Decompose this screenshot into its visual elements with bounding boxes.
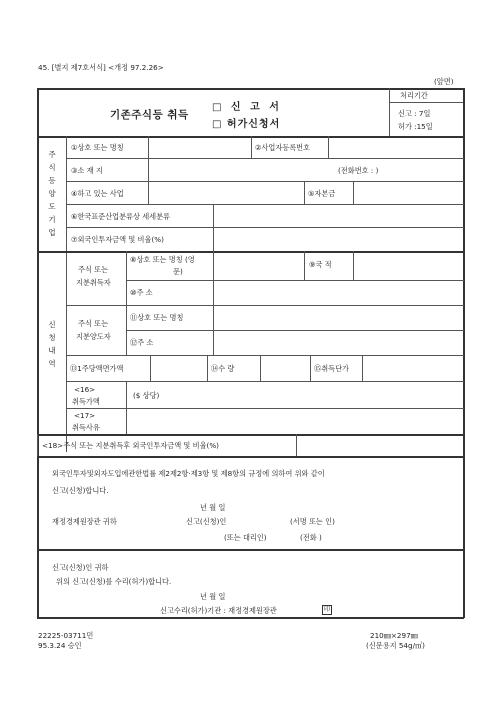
- approval-date: 95.3.24 승인: [38, 641, 82, 650]
- transferor-name-field[interactable]: [214, 306, 462, 329]
- section-label-divider: [66, 136, 67, 452]
- industry-class-label: ⑥한국표준산업분류상 세세분류: [71, 212, 170, 221]
- par-value-field[interactable]: [151, 356, 206, 380]
- business-reg-no-label: ②사업자등록번호: [255, 143, 311, 152]
- unit-price-field[interactable]: [363, 356, 462, 380]
- sign-label[interactable]: (서명 또는 인): [290, 517, 335, 526]
- applicant-label: 신고(신청)인: [186, 517, 227, 526]
- transferor-name-label: ⑪상호 또는 명칭: [130, 313, 184, 322]
- period-label: 처리기간: [400, 91, 428, 100]
- acquirer-name-field[interactable]: [214, 252, 303, 279]
- capital-label: ⑤자본금: [308, 189, 336, 198]
- period-permit: 허가 :15일: [398, 122, 433, 131]
- form-code: 22225-03711민: [38, 631, 94, 640]
- acquisition-price-label-1: <16>: [74, 385, 96, 394]
- transferor-address-label: ⑫주 소: [130, 338, 154, 347]
- company-name-label: ①상호 또는 명칭: [71, 143, 124, 152]
- quantity-field[interactable]: [261, 356, 309, 380]
- frame-left: [37, 88, 39, 618]
- period-divider: [389, 88, 390, 136]
- form-number: 45. [별지 제7호서식] <개정 97.2.26>: [38, 63, 164, 72]
- unit-price-label: ⑮취득단가: [314, 364, 349, 373]
- acceptance-authority: 신고수리(허가)기관 : 재정경제원장관: [160, 606, 277, 615]
- acquisition-reason-label-1: <17>: [74, 411, 96, 420]
- acquisition-price-value[interactable]: ($ 상당): [133, 391, 160, 400]
- option-report[interactable]: □ 신 고 서: [212, 102, 282, 113]
- capital-field[interactable]: [354, 182, 462, 203]
- transferor-label-2: 지분양도자: [76, 332, 111, 341]
- quantity-label: ⑭수 량: [211, 364, 235, 373]
- period-report: 신고 : 7일: [398, 109, 431, 118]
- acceptance-to: 신고(신청)인 귀하: [52, 563, 109, 572]
- declaration-text-1: 외국인투자및외자도입에관한법률 제2제2항·제3항 및 제8항의 규정에 의하여 위와 같이: [52, 469, 325, 478]
- foreign-investment-label: ⑦외국인투자금액 및 비율(%): [71, 235, 164, 244]
- application-section-label: 신 청 내 역: [48, 320, 56, 368]
- period-header-line: [389, 102, 463, 103]
- acquisition-reason-label-2: 취득사유: [72, 423, 100, 432]
- acceptance-date[interactable]: 년 월 일: [200, 592, 226, 601]
- paper-type: (신문용지 54g/㎡): [366, 641, 425, 650]
- acquirer-name-label-2: 문): [173, 267, 183, 276]
- company-name-field[interactable]: [149, 137, 250, 158]
- company-phone-label: (전화번호 : ): [338, 166, 379, 175]
- acquirer-label-1: 주식 또는: [78, 265, 109, 274]
- acquirer-label-2: 지분취득자: [76, 278, 111, 287]
- transferor-label-1: 주식 또는: [78, 319, 109, 328]
- acquisition-reason-field[interactable]: [127, 409, 462, 433]
- company-address-field[interactable]: [149, 159, 334, 180]
- paper-size: 210㎜×297㎜: [370, 631, 418, 640]
- acceptance-text: 위의 신고(신청)를 수리(허가)합니다.: [56, 577, 172, 586]
- acquirer-address-label: ⑩주 소: [130, 288, 153, 297]
- addressee: 재정경제원장관 귀하: [52, 517, 117, 526]
- nationality-label: ⑨국 적: [309, 260, 332, 269]
- frame-bottom: [37, 617, 464, 619]
- par-value-label: ⑬1주당액면가액: [70, 364, 124, 373]
- company-section-label: 주 식 등 양 도 기 업: [48, 150, 56, 237]
- declaration-date[interactable]: 년 월 일: [200, 503, 226, 512]
- industry-class-field[interactable]: [214, 205, 462, 226]
- transferor-address-field[interactable]: [214, 331, 462, 354]
- acquirer-name-label-1: ⑧상호 또는 명칭 (영: [130, 255, 195, 264]
- nationality-field[interactable]: [354, 252, 462, 279]
- ratio-after-label: <18>주식 또는 지분취득후 외국인투자금액 및 비율(%): [42, 441, 219, 450]
- applicant-phone[interactable]: (전화 ): [300, 533, 322, 542]
- front-side-label: (앞면): [434, 77, 454, 86]
- agent-label: (또는 대리인): [224, 533, 267, 542]
- foreign-investment-field[interactable]: [214, 228, 462, 250]
- acquisition-price-label-2: 취득가액: [72, 397, 100, 406]
- frame-right: [463, 88, 465, 618]
- business-reg-no-field[interactable]: [329, 137, 462, 158]
- declaration-text-2: 신고(신청)합니다.: [52, 486, 109, 495]
- official-seal-icon: 印: [323, 606, 330, 613]
- acquirer-address-field[interactable]: [214, 281, 462, 304]
- business-field[interactable]: [149, 182, 303, 203]
- ratio-after-field[interactable]: [298, 435, 462, 455]
- frame-top: [37, 88, 464, 90]
- business-label: ④하고 있는 사업: [71, 189, 124, 198]
- form-title: 기존주식등 취득: [110, 109, 189, 121]
- company-address-label: ③소 재 지: [71, 166, 103, 175]
- option-permit[interactable]: □ 허가신청서: [212, 119, 281, 130]
